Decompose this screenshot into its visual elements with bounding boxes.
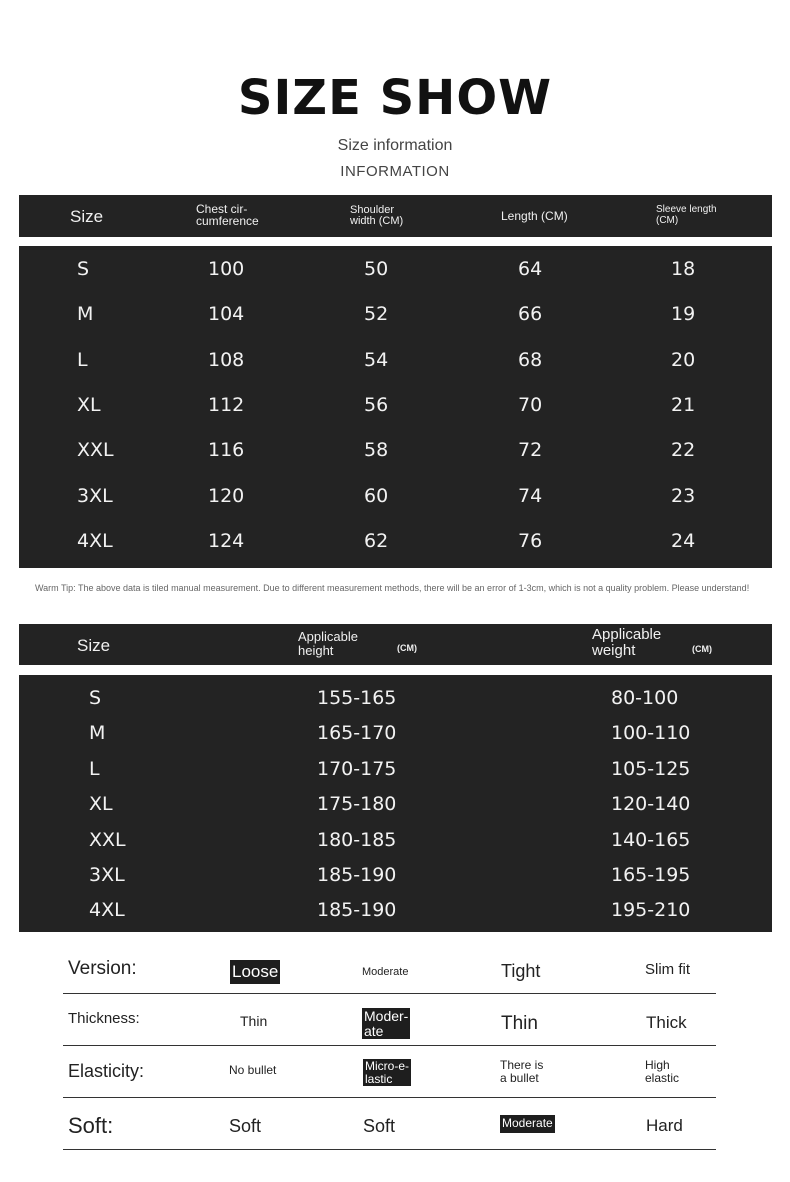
fit-table-header <box>19 624 772 665</box>
value-cell: 50 <box>364 258 389 280</box>
attribute-option: Slim fit <box>645 961 690 978</box>
attribute-label: Soft: <box>68 1113 114 1138</box>
attribute-option: Soft <box>363 1116 396 1136</box>
value-cell: 60 <box>364 484 389 507</box>
attribute-option: Thin <box>240 1013 268 1029</box>
attribute-option: Tight <box>501 961 541 981</box>
table-row <box>19 758 772 784</box>
value-cell: 21 <box>671 393 696 416</box>
divider <box>63 1045 716 1046</box>
value-cell: 54 <box>364 348 389 371</box>
selected-option: Loose <box>230 960 280 984</box>
range-cell: 185-190 <box>317 899 397 922</box>
value-cell: 120 <box>208 484 245 507</box>
value-cell: 76 <box>518 529 543 552</box>
col-sleeve: Sleeve length (CM) <box>656 204 717 226</box>
attribute-option: High elastic <box>645 1058 680 1085</box>
selected-option: Moderate <box>500 1115 555 1133</box>
table-row <box>19 722 772 748</box>
value-cell: 104 <box>208 303 245 326</box>
value-cell: 124 <box>208 529 245 552</box>
col-shoulder: Shoulder width (CM) <box>350 204 404 227</box>
size-cell: XL <box>89 793 113 816</box>
value-cell: 19 <box>671 303 696 326</box>
selected-option: Micro-e- lastic <box>365 1059 409 1086</box>
page-subtitle-caps: INFORMATION <box>340 163 450 180</box>
value-cell: 66 <box>518 303 543 326</box>
divider <box>63 1097 716 1098</box>
value-cell: 68 <box>518 348 543 371</box>
warm-tip: Warm Tip: The above data is tiled manual measurement. Due to different measurement methods, there will be an error of 1-3cm, which is not a quality problem. Please understand! <box>35 583 750 593</box>
table-row <box>19 530 772 556</box>
attribute-option: Hard <box>646 1116 683 1135</box>
size-cell: S <box>89 687 102 709</box>
fit-col-weight: Applicable weight <box>592 626 662 659</box>
page-title: SIZE SHOW <box>237 70 553 126</box>
size-cell: 4XL <box>89 899 125 922</box>
range-cell: 100-110 <box>611 722 691 745</box>
table-row <box>19 485 772 511</box>
measure-table-body <box>19 246 772 568</box>
value-cell: 18 <box>671 258 696 280</box>
divider <box>63 1149 716 1150</box>
size-cell: L <box>77 348 88 371</box>
range-cell: 180-185 <box>317 828 397 851</box>
attribute-option: Soft <box>229 1116 262 1136</box>
range-cell: 165-170 <box>317 722 397 745</box>
table-row <box>19 394 772 420</box>
value-cell: 112 <box>208 393 245 416</box>
fit-col-weight-unit: (CM) <box>692 644 712 654</box>
value-cell: 62 <box>364 529 389 552</box>
table-row <box>19 687 772 713</box>
attribute-option: Thin <box>501 1013 538 1034</box>
size-cell: 3XL <box>89 864 125 886</box>
range-cell: 185-190 <box>317 864 397 886</box>
range-cell: 165-195 <box>611 864 691 886</box>
table-row <box>19 864 772 890</box>
value-cell: 64 <box>518 258 543 280</box>
size-cell: S <box>77 258 90 280</box>
selected-option: Moder- ate <box>364 1008 409 1039</box>
size-cell: XXL <box>77 439 114 462</box>
table-row <box>19 899 772 925</box>
range-cell: 120-140 <box>611 793 691 816</box>
table-row <box>19 349 772 375</box>
divider <box>63 993 716 994</box>
value-cell: 20 <box>671 348 696 371</box>
value-cell: 24 <box>671 529 696 552</box>
attribute-option: Thick <box>646 1013 687 1032</box>
size-cell: 3XL <box>77 484 113 507</box>
col-chest: Chest cir- cumference <box>196 202 259 228</box>
fit-table-body <box>19 675 772 932</box>
size-cell: XXL <box>89 828 126 851</box>
col-size: Size <box>70 207 104 226</box>
table-row <box>19 303 772 329</box>
attribute-option: No bullet <box>229 1063 277 1077</box>
value-cell: 72 <box>518 439 543 462</box>
attribute-option: There is a bullet <box>500 1058 544 1085</box>
value-cell: 74 <box>518 484 543 507</box>
size-cell: M <box>77 303 94 326</box>
value-cell: 23 <box>671 484 696 507</box>
range-cell: 170-175 <box>317 757 397 780</box>
range-cell: 195-210 <box>611 899 691 922</box>
col-length: Length (CM) <box>501 209 568 223</box>
value-cell: 58 <box>364 439 389 462</box>
fit-col-height-unit: (CM) <box>397 643 417 653</box>
attribute-option: Moderate <box>362 966 409 978</box>
page-subtitle: Size information <box>337 137 453 154</box>
table-row <box>19 793 772 819</box>
range-cell: 105-125 <box>611 757 691 780</box>
attribute-label: Thickness: <box>68 1010 140 1027</box>
value-cell: 56 <box>364 393 389 416</box>
range-cell: 80-100 <box>611 687 679 709</box>
table-row <box>19 439 772 465</box>
range-cell: 140-165 <box>611 828 691 851</box>
attribute-label: Elasticity: <box>68 1061 145 1081</box>
fit-col-size: Size <box>77 636 111 655</box>
table-row <box>19 258 772 284</box>
size-cell: M <box>89 722 106 745</box>
value-cell: 108 <box>208 348 245 371</box>
value-cell: 70 <box>518 393 543 416</box>
value-cell: 22 <box>671 439 696 462</box>
value-cell: 100 <box>208 258 245 280</box>
size-cell: XL <box>77 393 101 416</box>
range-cell: 175-180 <box>317 793 397 816</box>
fit-col-height: Applicable height <box>298 629 358 658</box>
measure-table-header <box>19 195 772 237</box>
size-cell: L <box>89 757 100 780</box>
value-cell: 52 <box>364 303 389 326</box>
value-cell: 116 <box>208 439 245 462</box>
size-cell: 4XL <box>77 529 113 552</box>
range-cell: 155-165 <box>317 687 397 709</box>
attribute-label: Version: <box>68 958 137 979</box>
table-row <box>19 829 772 855</box>
